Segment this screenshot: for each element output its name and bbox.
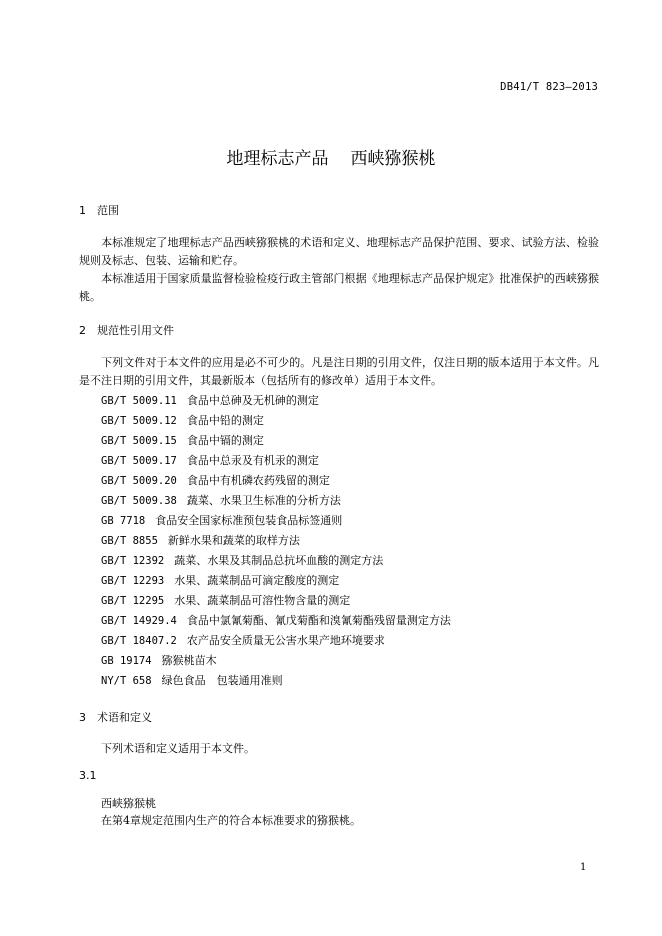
section-number: 1 — [79, 204, 86, 217]
section-title: 术语和定义 — [97, 711, 152, 724]
section-number: 3 — [79, 711, 86, 724]
title-part-1: 地理标志产品 — [226, 149, 329, 169]
document-title — [0, 144, 662, 169]
reference-item: GB/T 5009.17 食品中总汞及有机汞的测定 — [101, 454, 319, 467]
section-3-intro: 下列术语和定义适用于本文件。 — [101, 742, 255, 755]
section-title: 规范性引用文件 — [97, 324, 174, 337]
section-number: 2 — [79, 324, 86, 337]
reference-item: GB/T 5009.20 食品中有机磷农药残留的测定 — [101, 474, 330, 487]
reference-item: GB/T 5009.12 食品中铅的测定 — [101, 414, 264, 427]
reference-item: GB/T 18407.2 农产品安全质量无公害水果产地环境要求 — [101, 634, 385, 647]
reference-item: GB/T 5009.15 食品中镉的测定 — [101, 434, 264, 447]
term-name: 西峡猕猴桃 — [101, 797, 156, 810]
subsection-3-1-number: 3.1 — [79, 769, 97, 782]
term-definition: 在第4章规定范围内生产的符合本标准要求的猕猴桃。 — [101, 814, 361, 827]
reference-item: GB 7718 食品安全国家标准预包装食品标签通则 — [101, 514, 343, 527]
reference-item: GB 19174 猕猴桃苗木 — [101, 654, 217, 667]
reference-item: GB/T 12293 水果、蔬菜制品可滴定酸度的测定 — [101, 574, 340, 587]
section-1-paragraph-1: 本标准规定了地理标志产品西峡猕猴桃的术语和定义、地理标志产品保护范围、要求、试验方法、检验规则及标志、包装、运输和贮存。 — [79, 236, 599, 267]
reference-item: GB/T 12295 水果、蔬菜制品可溶性物含量的测定 — [101, 594, 351, 607]
reference-item: GB/T 5009.38 蔬菜、水果卫生标准的分析方法 — [101, 494, 341, 507]
page-number: 1 — [580, 862, 587, 873]
section-1-paragraph-2: 本标准适用于国家质量监督检验检疫行政主管部门根据《地理标志产品保护规定》批准保护的西峡猕猴桃。 — [79, 272, 599, 303]
reference-item: GB/T 12392 蔬菜、水果及其制品总抗坏血酸的测定方法 — [101, 554, 384, 567]
section-1-heading — [79, 202, 119, 218]
reference-item: GB/T 14929.4 食品中氯氰菊酯、氰戊菊酯和溴氰菊酯残留量测定方法 — [101, 614, 451, 627]
section-3-heading — [79, 709, 152, 725]
section-2-intro: 下列文件对于本文件的应用是必不可少的。凡是注日期的引用文件，仅注日期的版本适用于本文件。凡是不注日期的引用文件，其最新版本（包括所有的修改单）适用于本文件。 — [79, 356, 599, 387]
section-2-heading — [79, 322, 174, 338]
reference-item: NY/T 658 绿色食品 包装通用准则 — [101, 674, 283, 687]
reference-item: GB/T 5009.11 食品中总砷及无机砷的测定 — [101, 394, 319, 407]
document-code: DB41/T 823—2013 — [500, 81, 598, 93]
title-part-2: 西峡猕猴桃 — [350, 149, 436, 169]
reference-item: GB/T 8855 新鲜水果和蔬菜的取样方法 — [101, 534, 300, 547]
section-title: 范围 — [97, 204, 119, 217]
